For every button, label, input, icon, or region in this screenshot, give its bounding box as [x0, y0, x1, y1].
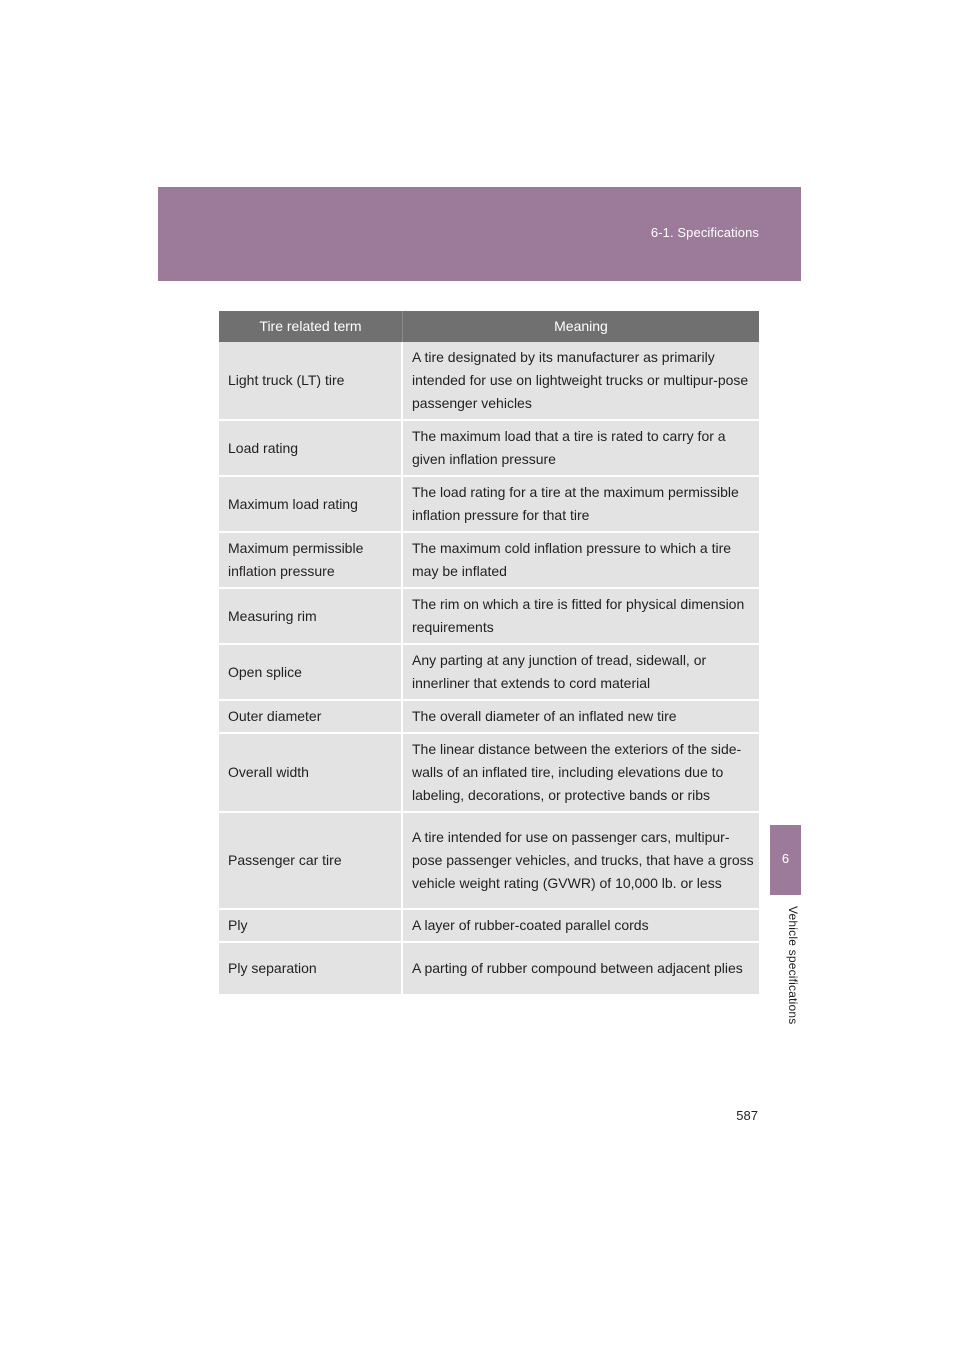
table-row — [219, 477, 759, 533]
meaning-cell: The maximum cold inflation pressure to which a tire may be inflated — [403, 533, 759, 589]
column-header-meaning: Meaning — [403, 311, 759, 342]
header-band — [158, 187, 801, 281]
table-row — [219, 734, 759, 813]
table-row — [219, 589, 759, 645]
meaning-cell: The linear distance between the exteriors of the side-walls of an inflated tire, including elevations due to labeling, decorations, or protective bands or ribs — [403, 734, 759, 813]
meaning-cell: A tire designated by its manufacturer as primarily intended for use on lightweight trucks or multipur-pose passenger vehicles — [403, 342, 759, 421]
term-cell: Passenger car tire — [219, 813, 403, 910]
term-cell: Ply — [219, 910, 403, 943]
term-cell: Light truck (LT) tire — [219, 342, 403, 421]
chapter-name: Vehicle specifications — [786, 906, 800, 1025]
section-title: 6-1. Specifications — [650, 225, 759, 240]
table-row — [219, 910, 759, 943]
term-cell: Maximum permissible inflation pressure — [219, 533, 403, 589]
term-cell: Outer diameter — [219, 701, 403, 734]
meaning-cell: A layer of rubber-coated parallel cords — [403, 910, 759, 943]
table-row — [219, 813, 759, 910]
meaning-cell: The rim on which a tire is fitted for physical dimension requirements — [403, 589, 759, 645]
table-row — [219, 943, 759, 996]
meaning-cell: A parting of rubber compound between adjacent plies — [403, 943, 759, 996]
term-cell: Ply separation — [219, 943, 403, 996]
meaning-cell: Any parting at any junction of tread, sidewall, or innerliner that extends to cord material — [403, 645, 759, 701]
tire-terms-table — [219, 311, 759, 996]
term-cell: Overall width — [219, 734, 403, 813]
chapter-number: 6 — [781, 851, 790, 866]
meaning-cell: The overall diameter of an inflated new tire — [403, 701, 759, 734]
term-cell: Maximum load rating — [219, 477, 403, 533]
table-row — [219, 342, 759, 421]
chapter-tab[interactable] — [770, 825, 801, 895]
table-row — [219, 645, 759, 701]
table-row — [219, 533, 759, 589]
column-header-term: Tire related term — [219, 311, 403, 342]
meaning-cell: The load rating for a tire at the maximum permissible inflation pressure for that tire — [403, 477, 759, 533]
table-row — [219, 421, 759, 477]
term-cell: Open splice — [219, 645, 403, 701]
table-row — [219, 701, 759, 734]
term-cell: Load rating — [219, 421, 403, 477]
table-header-row — [219, 311, 759, 342]
page-number: 587 — [736, 1108, 758, 1123]
term-cell: Measuring rim — [219, 589, 403, 645]
meaning-cell: The maximum load that a tire is rated to carry for a given inflation pressure — [403, 421, 759, 477]
meaning-cell: A tire intended for use on passenger cars, multipur-pose passenger vehicles, and trucks, that have a gross vehicle weight rating (GVWR) of 10,000 lb. or less — [403, 813, 759, 910]
